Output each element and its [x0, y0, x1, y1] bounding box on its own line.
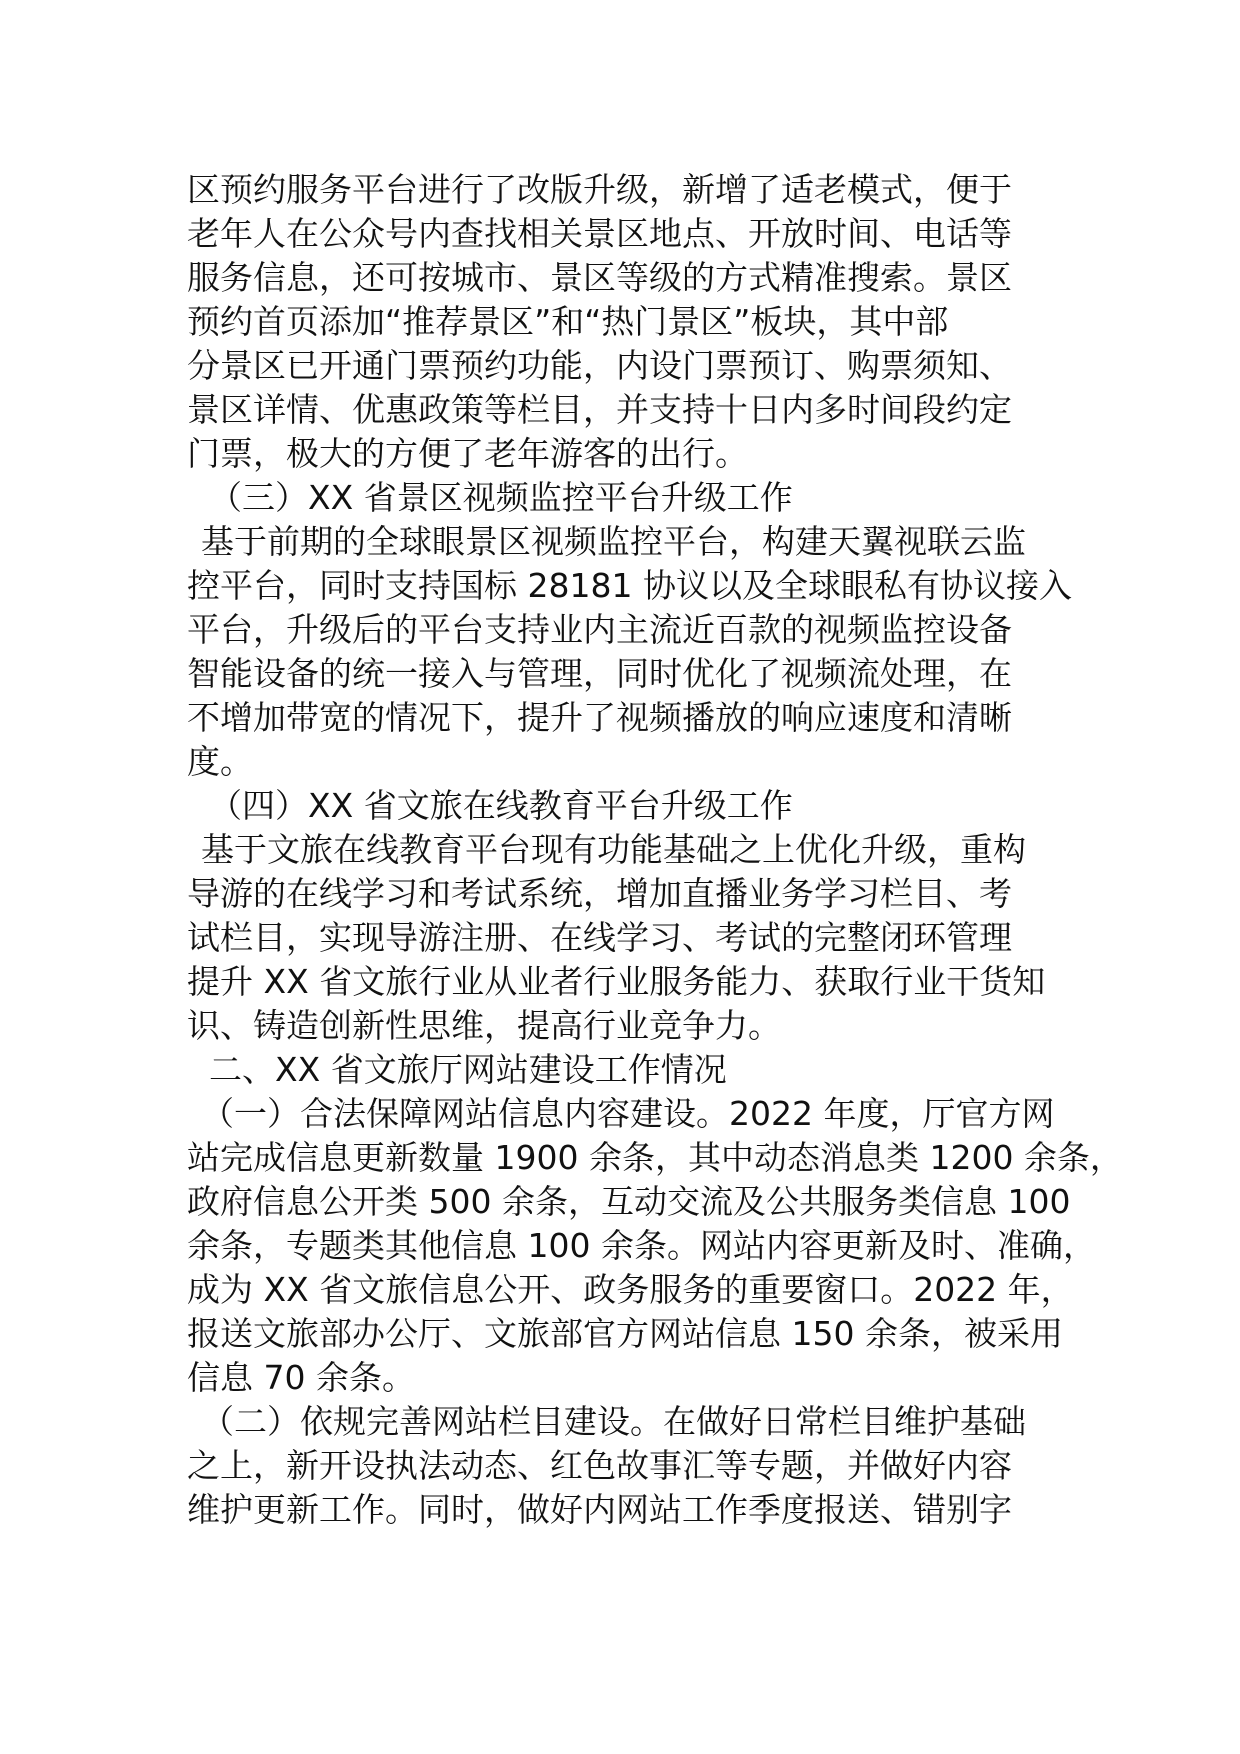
text-line: 智能设备的统一接入与管理，同时优化了视频流处理，在 [187, 654, 1012, 693]
text-line: 信息 70 余条。 [187, 1358, 415, 1397]
text-line: 余条，专题类其他信息 100 余条。网站内容更新及时、准确， [187, 1226, 1096, 1265]
text-line: 门票，极大的方便了老年游客的出行。 [187, 434, 748, 473]
section-heading [187, 476, 1087, 520]
text-line: 预约首页添加“推荐景区”和“热门景区”板块，其中部 [187, 302, 949, 341]
paragraph [187, 520, 1087, 784]
text-line: 维护更新工作。同时，做好内网站工作季度报送、错别字 [187, 1490, 1012, 1529]
text-line: 区预约服务平台进行了改版升级，新增了适老模式，便于 [187, 170, 1012, 209]
document-body [187, 168, 1123, 1532]
text-line: 提升 XX 省文旅行业从业者行业服务能力、获取行业干货知 [187, 962, 1046, 1001]
text-line: 控平台，同时支持国标 28181 协议以及全球眼私有协议接入 [187, 566, 1072, 605]
paragraph [187, 168, 1087, 476]
text-line: 服务信息，还可按城市、景区等级的方式精准搜索。景区 [187, 258, 1012, 297]
text-line: 基于前期的全球眼景区视频监控平台，构建天翼视联云监 [201, 522, 1026, 561]
text-line: 之上，新开设执法动态、红色故事汇等专题，并做好内容 [187, 1446, 1012, 1485]
text-line: 报送文旅部办公厅、文旅部官方网站信息 150 余条，被采用 [187, 1314, 1063, 1353]
text-line: 平台，升级后的平台支持业内主流近百款的视频监控设备 [187, 610, 1012, 649]
paragraph [187, 828, 1087, 1048]
text-line: 政府信息公开类 500 余条，互动交流及公共服务类信息 100 [187, 1182, 1071, 1221]
text-line: 不增加带宽的情况下，提升了视频播放的响应速度和清晰 [187, 698, 1012, 737]
text-line: 分景区已开通门票预约功能，内设门票预订、购票须知、 [187, 346, 1012, 385]
heading-line: （三）XX 省景区视频监控平台升级工作 [209, 478, 793, 517]
text-line: 老年人在公众号内查找相关景区地点、开放时间、电话等 [187, 214, 1012, 253]
text-line: 站完成信息更新数量 1900 余条，其中动态消息类 1200 余条， [187, 1138, 1123, 1177]
text-line: （一）合法保障网站信息内容建设。2022 年度，厅官方网 [201, 1094, 1055, 1133]
text-line: 度。 [187, 742, 253, 781]
text-line: 导游的在线学习和考试系统，增加直播业务学习栏目、考 [187, 874, 1012, 913]
text-line: 景区详情、优惠政策等栏目，并支持十日内多时间段约定 [187, 390, 1012, 429]
heading-line: 二、XX 省文旅厅网站建设工作情况 [209, 1050, 727, 1089]
text-line: 成为 XX 省文旅信息公开、政务服务的重要窗口。2022 年， [187, 1270, 1074, 1309]
text-line: （二）依规完善网站栏目建设。在做好日常栏目维护基础 [201, 1402, 1026, 1441]
text-line: 试栏目，实现导游注册、在线学习、考试的完整闭环管理 [187, 918, 1012, 957]
text-line: 识、铸造创新性思维，提高行业竞争力。 [187, 1006, 781, 1045]
paragraph [187, 1400, 1087, 1532]
text-line: 基于文旅在线教育平台现有功能基础之上优化升级，重构 [201, 830, 1026, 869]
section-heading [187, 784, 1087, 828]
heading-line: （四）XX 省文旅在线教育平台升级工作 [209, 786, 793, 825]
paragraph [187, 1092, 1123, 1400]
section-heading [187, 1048, 1087, 1092]
